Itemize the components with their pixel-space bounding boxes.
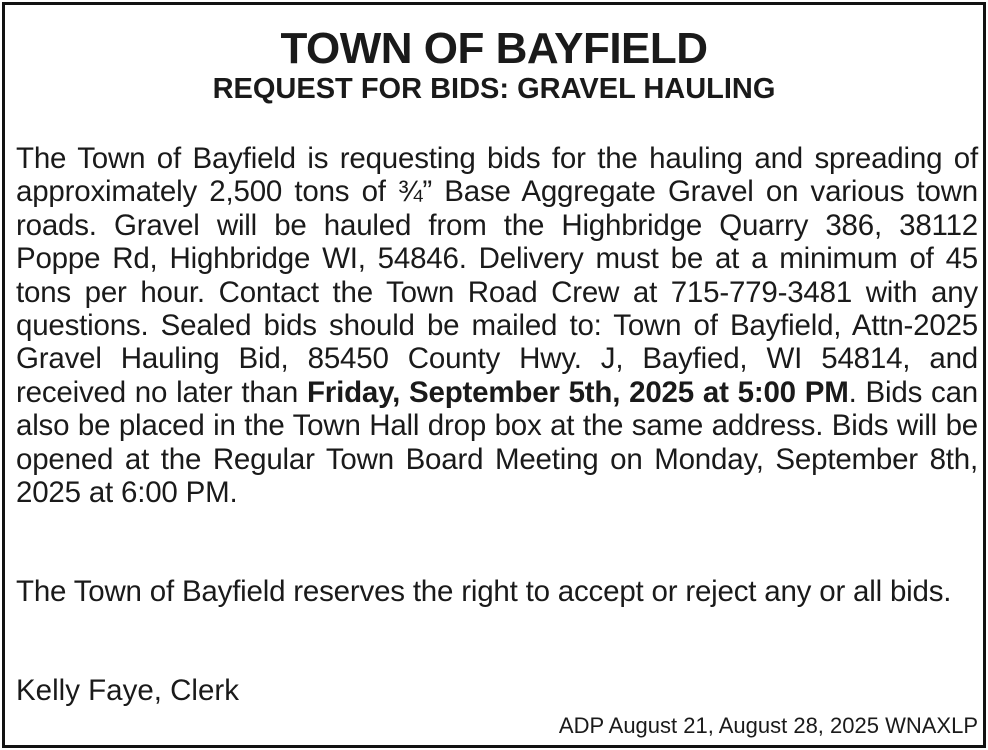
publication-footer: ADP August 21, August 28, 2025 WNAXLP	[558, 713, 978, 738]
body-text-part2: . Bids can also be placed in the Town Hall drop box at the same address. Bids will be opened at the Regular Town Board Meeting on Monday, September 8th, 2025 at 6:00 PM.	[16, 375, 978, 510]
body-text-part1: The Town of Bayfield is requesting bids for the hauling and spreading of approximately 2,500 tons of ¾” Base Aggregate Gravel on various town roads. Gravel will be hauled from the Highbridge Quarry 386, 38112 Poppe Rd, Highbridge WI, 54846. Delivery must be at a minimum of 45 tons per hour. Contact the Town Road Crew at 715-779-3481 with any questions. Sealed bids should be mailed to: Town of Bayfield, Attn-2025 Gravel Hauling Bid, 85450 County Hwy. J, Bayfied, WI 54814, and received no later than	[16, 142, 978, 409]
notice-title: TOWN OF BAYFIELD	[280, 24, 708, 73]
legal-notice	[2, 2, 986, 748]
notice-body-paragraph	[16, 142, 978, 509]
notice-subtitle: REQUEST FOR BIDS: GRAVEL HAULING	[212, 73, 776, 105]
reservation-paragraph: The Town of Bayfield reserves the right to accept or reject any or all bids.	[16, 575, 952, 608]
bid-deadline: Friday, September 5th, 2025 at 5:00 PM	[306, 375, 849, 409]
clerk-signature: Kelly Faye, Clerk	[16, 674, 239, 707]
